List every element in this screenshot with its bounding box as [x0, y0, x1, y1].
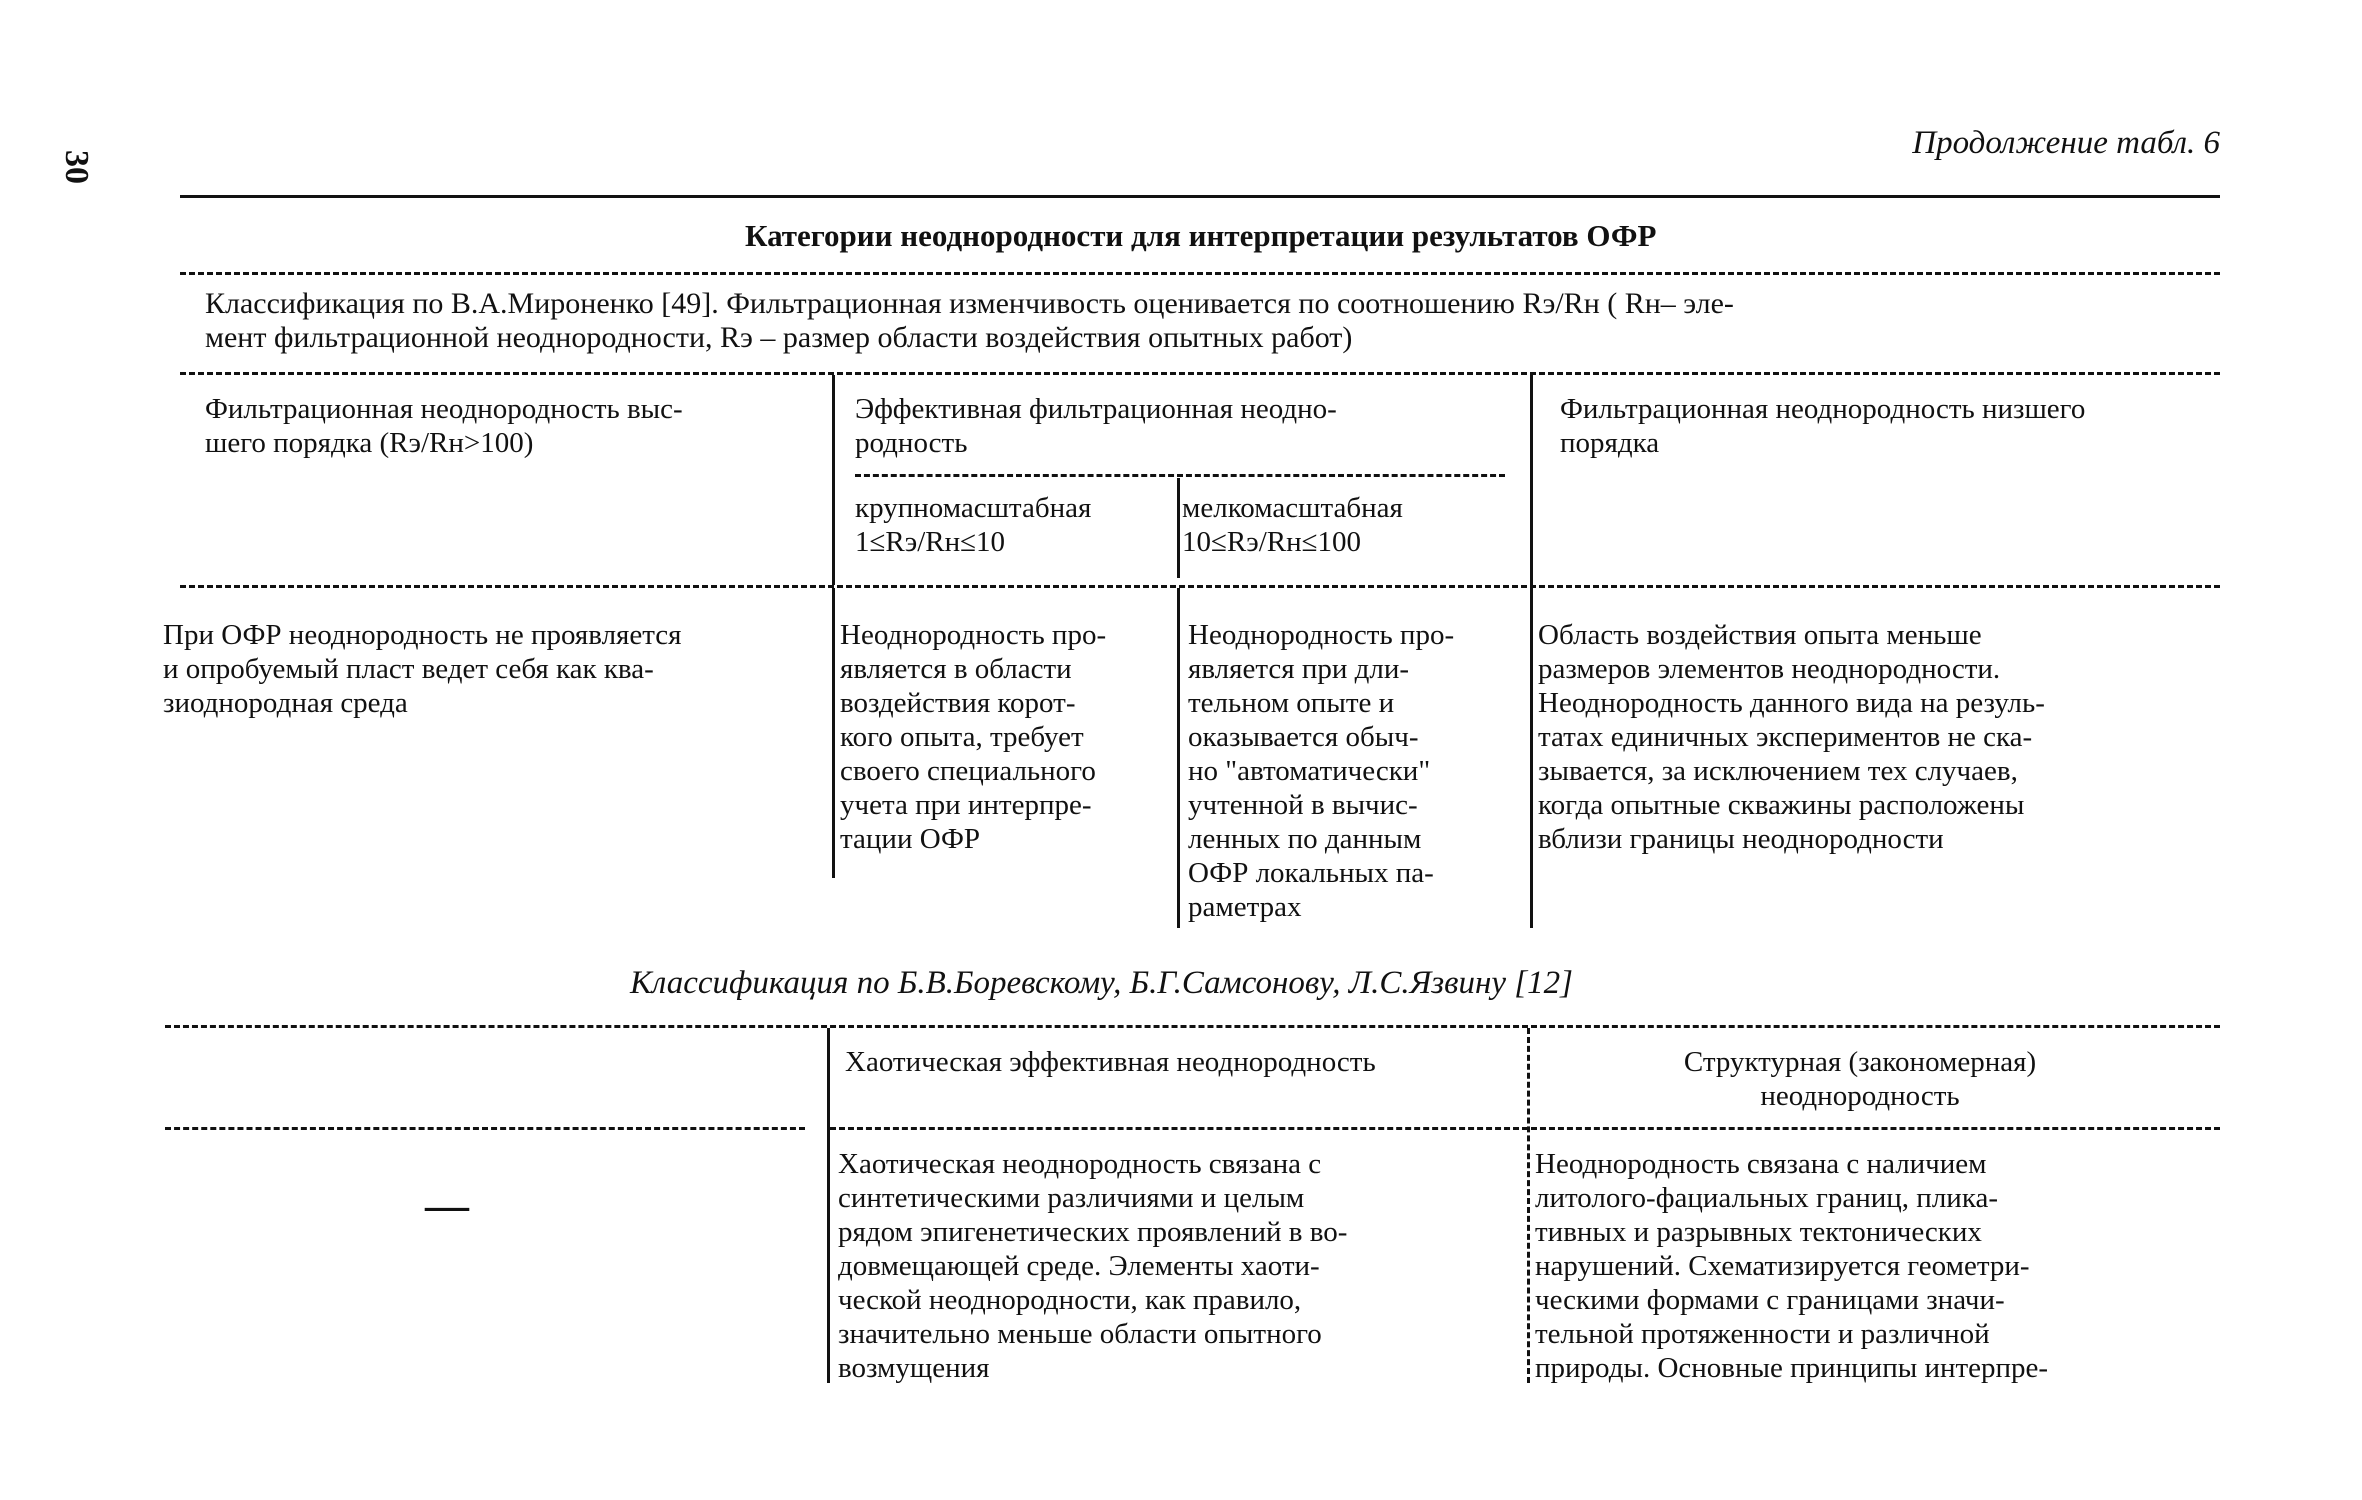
- header-effective: Эффективная фильтрационная неодно- родность: [855, 393, 1337, 459]
- classification-intro: Классификация по В.А.Мироненко [49]. Фильтрационная изменчивость оценивается по соотношению Rэ/Rн ( Rн– эле- мент фильтрационной неоднородности, Rэ – размер области воздействия опытных работ): [205, 287, 1734, 354]
- header-chaotic: Хаотическая эффективная неоднородность: [845, 1046, 1376, 1078]
- table-continuation-label: Продолжение табл. 6: [1912, 125, 2220, 161]
- body-structural: Неоднородность связана с наличием литолого-фациальных границ, плика- тивных и разрывных тектонических нарушений. Схематизируется геометри- ческими формами с границами значи- тельной протяженности и различной природы. Основные принципы интерпре-: [1535, 1148, 2049, 1384]
- section2-header-divider: [830, 1127, 2220, 1130]
- column-rule: [1177, 588, 1180, 928]
- body-lower-order: Область воздействия опыта меньше размеров элементов неоднородности. Неоднородность данного вида на резуль- татах единичных экспериментов не ска- зывается, за исключением тех случаев, когда опытные скважины расположены вблизи границы неоднородности: [1538, 619, 2045, 855]
- section2-title: Классификация по Б.В.Боревскому, Б.Г.Самсонову, Л.С.Язвину [12]: [630, 965, 1573, 1001]
- body-chaotic: Хаотическая неоднородность связана с синтетическими различиями и целым рядом эпигенетических проявлений в во- довмещающей среде. Элементы хаоти- ческой неоднородности, как правило, значительно меньше области опытного возмущения: [838, 1148, 1348, 1384]
- section1-title: Категории неоднородности для интерпретации результатов ОФР: [745, 218, 1657, 253]
- title-divider: [180, 272, 2220, 275]
- column-rule: [1527, 1028, 1530, 1383]
- column-rule: [1530, 375, 1533, 585]
- header-lower-order: Фильтрационная неоднородность низшего порядка: [1560, 393, 2086, 459]
- body-large-scale: Неоднородность про- является в области воздействия корот- кого опыта, требует своего специального учета при интерпре- тации ОФР: [840, 619, 1107, 855]
- header-divider: [180, 372, 2220, 375]
- column-rule: [1530, 588, 1533, 928]
- column-rule: [827, 1028, 830, 1383]
- column-rule: [1177, 478, 1180, 578]
- body-higher-order: При ОФР неоднородность не проявляется и опробуемый пласт ведет себя как ква- зиоднородная среда: [163, 619, 682, 719]
- body-divider: [180, 585, 2220, 588]
- section2-top-divider: [165, 1025, 2220, 1028]
- header-structural: Структурная (закономерная) неоднородность: [1683, 1046, 2037, 1112]
- top-rule: [180, 195, 2220, 198]
- empty-cell-dash: —: [425, 1181, 469, 1230]
- column-rule: [832, 588, 835, 878]
- section2-header-divider: [165, 1127, 805, 1130]
- page-number: 30: [58, 150, 95, 184]
- header-small-scale: мелкомасштабная 10≤Rэ/Rн≤100: [1182, 492, 1403, 558]
- header-large-scale: крупномасштабная 1≤Rэ/Rн≤10: [855, 492, 1092, 558]
- column-rule: [832, 375, 835, 585]
- body-small-scale: Неоднородность про- является при дли- тельном опыте и оказывается обыч- но "автоматически" учтенной в вычис- ленных по данным ОФР локальных па- раметрах: [1188, 619, 1455, 923]
- header-higher-order: Фильтрационная неоднородность выс- шего порядка (Rэ/Rн>100): [205, 393, 683, 459]
- subheader-divider: [855, 474, 1505, 477]
